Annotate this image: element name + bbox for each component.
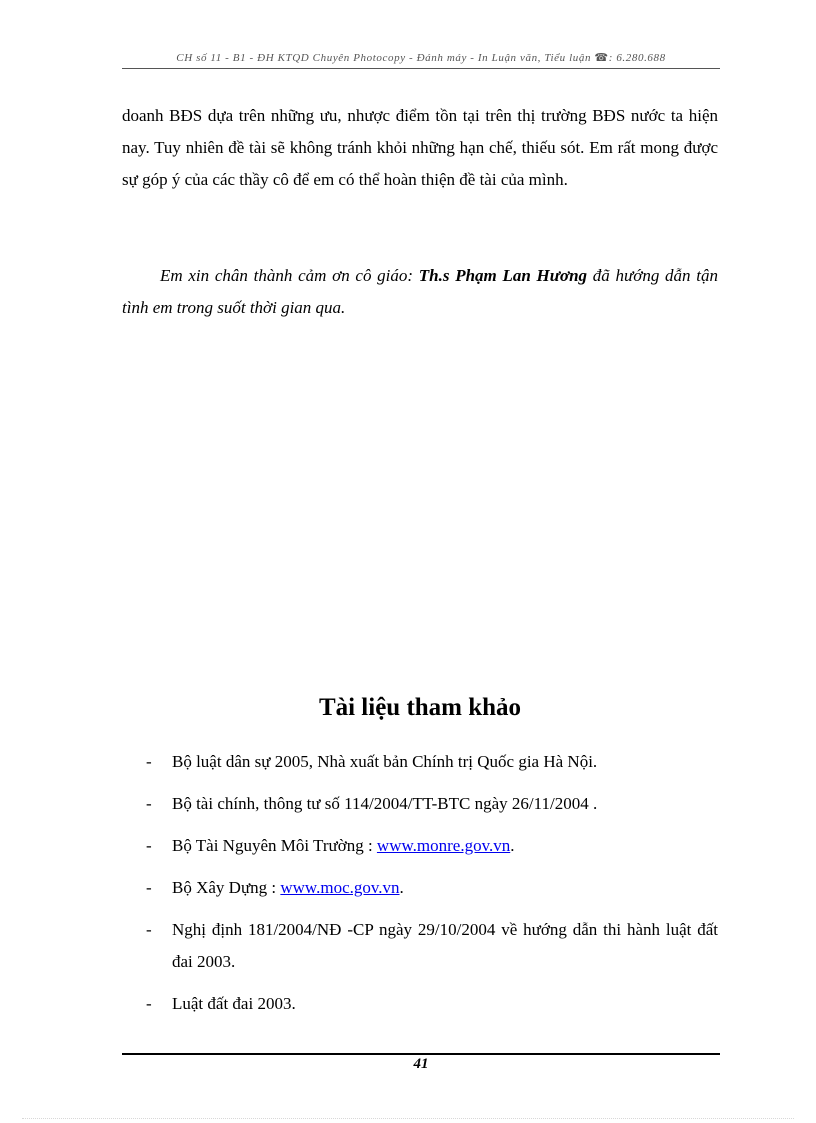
reference-text: Luật đất đai 2003. bbox=[172, 994, 296, 1013]
paragraph-1: doanh BĐS dựa trên những ưu, nhược điểm tồn tại trên thị trường BĐS nước ta hiện nay. Tuy nhiên đề tài sẽ không tránh khỏi những hạn chế, thiếu sót. Em rất mong được sự góp ý của các thầy cô để em có thể hoàn thiện đề tài của mình. bbox=[122, 106, 718, 189]
bullet-dash: - bbox=[146, 878, 152, 897]
reference-text: Bộ tài chính, thông tư số 114/2004/TT-BTC ngày 26/11/2004 . bbox=[172, 794, 598, 813]
bullet-dash: - bbox=[146, 920, 152, 939]
reference-text: Bộ Tài Nguyên Môi Trường : bbox=[172, 836, 377, 855]
bullet-dash: - bbox=[146, 794, 152, 813]
thanks-after: đã hướng dẫn tận tình em trong suốt thời gian qua. bbox=[122, 266, 718, 317]
advisor-name: Th.s Phạm Lan Hương bbox=[418, 266, 588, 285]
page-number: 41 bbox=[413, 1056, 429, 1072]
page-header bbox=[122, 48, 720, 69]
reference-end: . bbox=[399, 878, 404, 897]
reference-end: . bbox=[510, 836, 515, 855]
references-list bbox=[122, 746, 718, 1030]
references-title: Tài liệu tham khảo bbox=[318, 694, 522, 721]
bullet-dash: - bbox=[146, 752, 152, 771]
reference-text: Bộ Xây Dựng : bbox=[172, 878, 281, 897]
reference-text: Bộ luật dân sự 2005, Nhà xuất bản Chính trị Quốc gia Hà Nội. bbox=[172, 752, 598, 771]
reference-item bbox=[122, 988, 718, 1020]
footer-divider bbox=[122, 1053, 720, 1055]
phone-icon: ☎ bbox=[594, 52, 609, 64]
reference-text: Nghị định 181/2004/NĐ -CP ngày 29/10/2004 về hướng dẫn thi hành luật đất đai 2003. bbox=[172, 920, 718, 971]
bullet-dash: - bbox=[146, 994, 152, 1013]
bullet-dash: - bbox=[146, 836, 152, 855]
header-text: CH số 11 - B1 - ĐH KTQD Chuyên Photocopy - Đánh máy - In Luận văn, Tiểu luận bbox=[176, 52, 592, 64]
thanks-before: Em xin chân thành cảm ơn cô giáo: bbox=[160, 266, 419, 285]
reference-item bbox=[122, 872, 718, 904]
reference-item bbox=[122, 830, 718, 862]
acknowledgement-paragraph bbox=[122, 260, 718, 324]
monre-link[interactable]: www.monre.gov.vn bbox=[376, 836, 511, 855]
reference-item bbox=[122, 914, 718, 978]
header-phone: : 6.280.688 bbox=[608, 52, 666, 64]
body-text bbox=[122, 100, 718, 196]
reference-item bbox=[122, 788, 718, 820]
reference-item bbox=[122, 746, 718, 778]
moc-link[interactable]: www.moc.gov.vn bbox=[280, 878, 400, 897]
page-bottom-border bbox=[22, 1118, 794, 1119]
